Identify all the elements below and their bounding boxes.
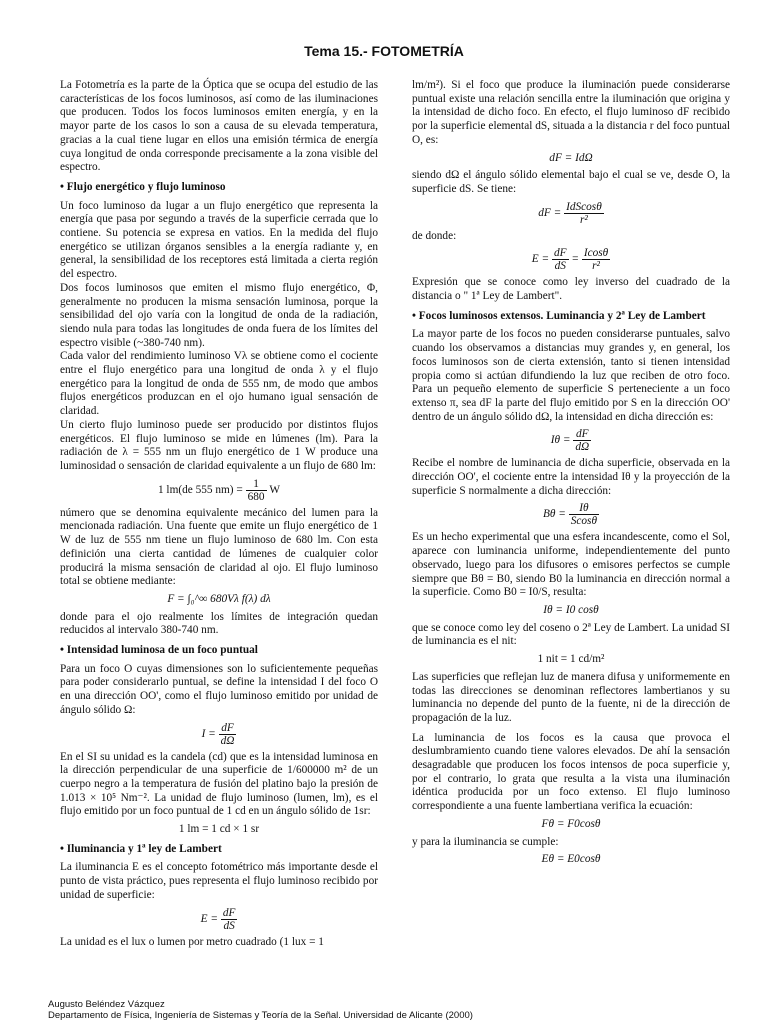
fraction: $\frac{\text{IdScosθ}}{\text{r²}}$ (566, 200, 602, 226)
fraction: $\frac{dF}{d\Omega}$ (575, 428, 590, 454)
equation-total-flux: F = ∫₀^∞ 680Vλ f(λ) dλ (167, 592, 271, 605)
equation-df: dF = IdΩ (549, 151, 593, 164)
paragraph: de donde: (412, 229, 457, 242)
equation-luminance: Bθ = $\frac{I\theta}{Scos\theta}$ (543, 502, 597, 528)
equation-nit: 1 nit = 1 cd/m² (537, 653, 605, 666)
paragraph: Un cierto flujo luminoso puede ser producido por distintos flujos energéticos. El flujo luminoso se mide en lúmenes (lm). Para la radiación de λ = 555 nm un flujo energético de 1 W produce una luminosidad o sensación de claridad equivalente a un flujo de 680 lm: (60, 418, 378, 472)
fraction: $\frac{1}{680}$ (247, 477, 265, 503)
equation-intensity-theta: Iθ = $\frac{dF}{d\Omega}$ (550, 428, 590, 454)
equation-cosine-law: Iθ = I0 cosθ (543, 603, 599, 616)
equation-illuminance: E = $\frac{dF}{dS}$ (200, 906, 236, 932)
paragraph: La mayor parte de los focos no pueden considerarse puntuales, salvo cuando los observamos a distancias muy grandes y, en general, los focos luminosos son de cierta extensión, tanto si tienen intensidad propia como si actúan difundiendo la luz que reciben de otro foco. Para un pequeño elemento de superficie S perteneciente a un foco extenso π, sea dF la parte del flujo emitido por S en la dirección OO' dentro de un ángulo sólido dΩ, la intensidad en dicha dirección es: (412, 328, 730, 423)
paragraph: La iluminancia E es el concepto fotométrico más importante desde el punto de vista práctico, pues representa el flujo luminoso recibido por unidad de superficie: (60, 861, 378, 901)
equation-illuminance-theta: Eθ = E0cosθ (541, 853, 601, 866)
equation-lumen-unit: 1 lm = 1 cd × 1 sr (178, 823, 260, 836)
paragraph: En el SI su unidad es la candela (cd) que es la intensidad luminosa en la dirección perpendicular de una superficie de 1/600000 m² de un cuerpo negro a la temperatura de fusión del platino bajo la presión de 1.013 × 10⁵ Nm⁻². La unidad de flujo luminoso (lumen, lm), es el flujo emitido por un foco puntual de 1 cd en un ángulo sólido de 1sr: (60, 750, 378, 818)
fraction: $\frac{I\theta}{Scos\theta}$ (570, 502, 597, 528)
section-heading-iluminancia: • Iluminancia y 1ª ley de Lambert (60, 842, 222, 855)
fraction: $\frac{dF}{d\Omega}$ (220, 721, 235, 747)
section-heading-extensos: • Focos luminosos extensos. Luminancia y 2ª Ley de Lambert (412, 309, 706, 322)
paragraph: que se conoce como ley del coseno o 2ª Ley de Lambert. La unidad SI de luminancia es el nit: (412, 621, 730, 648)
equation-intensity: I = $\frac{dF}{d\Omega}$ (201, 721, 235, 747)
paragraph: siendo dΩ el ángulo sólido elemental bajo el cual se ve, desde O, la superficie dS. Se tiene: (412, 169, 730, 195)
paragraph: La luminancia de los focos es la causa que provoca el deslumbramiento cuando tiene valores elevados. De ahí la sensación desagradable que producen los focos intensos de poca superficie y, por el contrario, lo grata que resulta a la vista una iluminación idéntica producida por un foco extenso. El flujo luminoso correspondiente a una fuente lambertiana verifica la ecuación: (412, 731, 730, 813)
paragraph: Recibe el nombre de luminancia de dicha superficie, observada en la dirección OO', el cociente entre la intensidad Iθ y la proyección de la superficie S normalmente a dicha dirección: (412, 457, 730, 497)
paragraph: Expresión que se conoce como ley inverso del cuadrado de la distancia o " 1ª Ley de Lambert". (412, 276, 730, 303)
paragraph: número que se denomina equivalente mecánico del lumen para la mencionada radiación. Una fuente que emite un flujo energético de 1 W de luz de 555 nm tiene un flujo luminoso de 680 lm. Con esta definición una cierta cantidad de lúmenes de cualquier color producirá la misma sensación de claridad al ojo. El flujo luminoso total se obtiene mediante: (60, 506, 378, 588)
equation-flux-theta: Fθ = F0cosθ (541, 817, 601, 830)
section-heading-flujo: • Flujo energético y flujo luminoso (60, 180, 226, 193)
paragraph: y para la iluminancia se cumple: (412, 835, 559, 848)
paragraph: Las superficies que reflejan luz de manera difusa y uniformemente en todas las direcciones se denominan reflectores lambertianos y su luminancia no depende del punto de la fuente, ni de la dirección de propagación de la luz. (412, 670, 730, 724)
footer-department: Departamento de Física, Ingeniería de Sistemas y Teoría de la Señal. Universidad de Alicante (2000) (48, 1010, 473, 1021)
left-column (60, 79, 378, 949)
paragraph: La unidad es el lux o lumen por metro cuadrado (1 lux = 1 (60, 935, 324, 948)
equation-inverse-square: E = $\frac{dF}{dS}$ = $\frac{Icos\theta}{\text{r²}}$ (531, 247, 609, 273)
paragraph: donde para el ojo realmente los límites de integración quedan reducidos al intervalo 380-740 nm. (60, 610, 378, 637)
equation-df-cos: dF = $\frac{\text{IdScosθ}}{\text{r²}}$ (538, 200, 602, 226)
page-title: Tema 15.- FOTOMETRÍA (304, 43, 464, 59)
paragraph: lm/m²). Si el foco que produce la iluminación puede considerarse puntual existe una relación sencilla entre la iluminación que origina y la intensidad de dicho foco. En efecto, el flujo luminoso dF recibido por la superficie elemental dS, situada a la distancia r del foco puntual O, es: (412, 79, 730, 146)
fraction: $\frac{Icos\theta}{\text{r²}}$ (583, 247, 609, 273)
paragraph: Dos focos luminosos que emiten el mismo flujo energético, Φ, generalmente no producen la misma sensación luminosa, porque la sensibilidad del ojo varía con la longitud de onda de la radiación, siendo nula para todas las longitudes de onda fuera de los límites del espectro visible (~380-740 nm). (60, 281, 378, 349)
paragraph: Es un hecho experimental que una esfera incandescente, como el Sol, aparece con luminancia uniforme, independientemente del punto observado, luego para los difusores o emisores perfectos se cumple siempre que Bθ = B0, siendo B0 la luminancia en dirección normal a la superficie. Como B0 = I0/S, resulta: (412, 531, 730, 599)
footer-author: Augusto Beléndez Vázquez (48, 999, 165, 1010)
equation-lumen: 1 lm(de 555 nm) = $\frac{1}{680}$ W (157, 477, 281, 503)
paragraph: Cada valor del rendimiento luminoso Vλ se obtiene como el cociente entre el flujo energético para una longitud de onda λ y el flujo energético para la longitud de onda de 555 nm, de modo que ambos flujos energéticos produzcan en el ojo humano igual sensación de claridad. (60, 350, 378, 418)
intro-paragraph: La Fotometría es la parte de la Óptica que se ocupa del estudio de las características de los focos luminosos, así como de las iluminaciones que producen. Todos los focos luminosos emiten energía, y en la mayor parte de los casos lo son a causa de su elevada temperatura, gracias a la cual tiene lugar en ellos una emisión térmica de energía cuya longitud de onda corresponde precisamente a la zona visible del espectro. (60, 79, 378, 174)
fraction: $\frac{dF}{dS}$ (222, 906, 236, 932)
fraction: $\frac{dF}{dS}$ (553, 247, 567, 273)
right-column (412, 79, 730, 871)
section-heading-intensidad: • Intensidad luminosa de un foco puntual (60, 644, 258, 657)
page-footer (48, 999, 473, 1021)
paragraph: Un foco luminoso da lugar a un flujo energético que representa la energía que pasa por segundo a través de la superficie cerrada que lo contiene. Su potencia se expresa en vatios. En la medida del flujo energético se utilizan órganos sensibles a la energía radiante y, en general, la sensibilidad de los receptores está limitada a cierta región del espectro. (60, 199, 378, 281)
paragraph: Para un foco O cuyas dimensiones son lo suficientemente pequeñas para poder considerarlo puntual, se define la intensidad I del foco O en una dirección OO', como el flujo luminoso emitido por unidad de ángulo sólido Ω: (60, 662, 378, 716)
